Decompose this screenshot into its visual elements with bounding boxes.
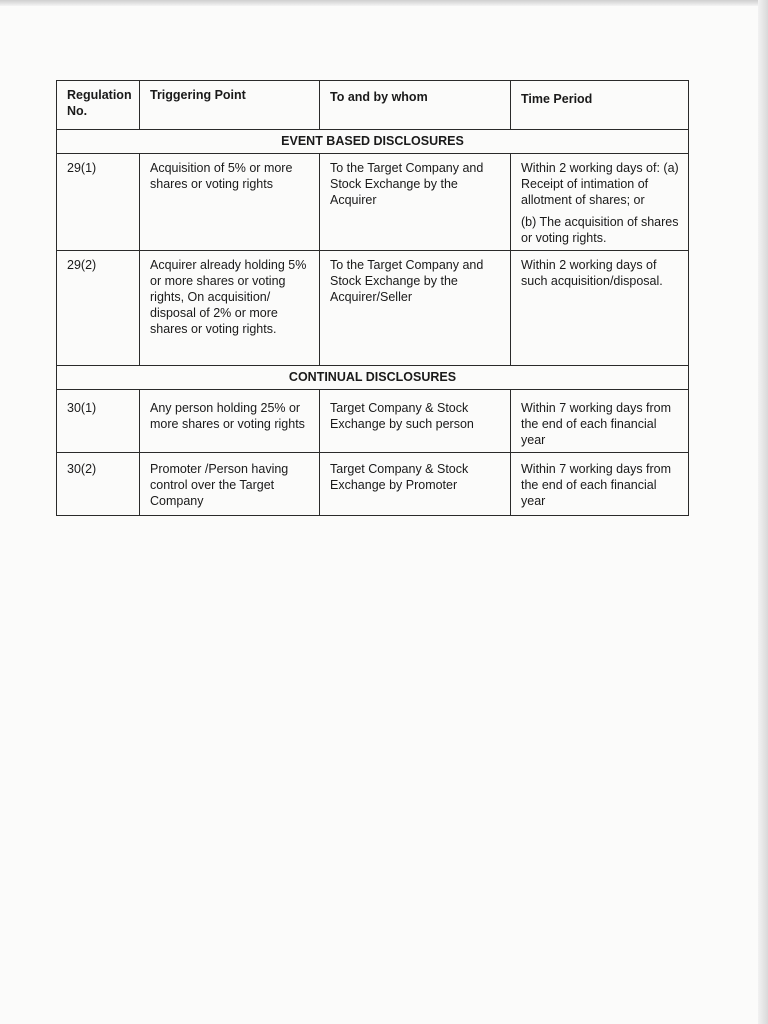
table-row xyxy=(57,251,689,366)
cell-time: Within 2 working days of such acquisition/disposal. xyxy=(511,251,689,366)
cell-triggering: Any person holding 25% or more shares or voting rights xyxy=(140,390,320,453)
table-row xyxy=(57,453,689,516)
cell-triggering: Acquisition of 5% or more shares or voting rights xyxy=(140,154,320,251)
header-to-and-by-whom: To and by whom xyxy=(320,81,511,130)
cell-time: Within 7 working days from the end of each financial year xyxy=(511,453,689,516)
cell-whom: To the Target Company and Stock Exchange by the Acquirer/Seller xyxy=(320,251,511,366)
section-title-event-based: EVENT BASED DISCLOSURES xyxy=(57,130,689,154)
cell-regulation: 29(1) xyxy=(57,154,140,251)
cell-time: Within 7 working days from the end of each financial year xyxy=(511,390,689,453)
cell-regulation: 30(1) xyxy=(57,390,140,453)
disclosure-table xyxy=(56,80,689,516)
cell-whom: To the Target Company and Stock Exchange by the Acquirer xyxy=(320,154,511,251)
header-triggering-point: Triggering Point xyxy=(140,81,320,130)
section-row-continual xyxy=(57,366,689,390)
table-row xyxy=(57,154,689,251)
header-time-period: Time Period xyxy=(511,81,689,130)
cell-whom: Target Company & Stock Exchange by such person xyxy=(320,390,511,453)
table-header-row xyxy=(57,81,689,130)
section-row-event xyxy=(57,130,689,154)
cell-whom: Target Company & Stock Exchange by Promoter xyxy=(320,453,511,516)
cell-regulation: 30(2) xyxy=(57,453,140,516)
cell-triggering: Acquirer already holding 5% or more shares or voting rights, On acquisition/ disposal of 2% or more shares or voting rights. xyxy=(140,251,320,366)
cell-regulation: 29(2) xyxy=(57,251,140,366)
cell-time xyxy=(511,154,689,251)
table-row xyxy=(57,390,689,453)
scan-edge-top xyxy=(0,0,768,6)
cell-time-extra: (b) The acquisition of shares or voting rights. xyxy=(521,215,679,245)
cell-time-text: Within 2 working days of: (a) Receipt of intimation of allotment of shares; or xyxy=(521,161,679,207)
cell-triggering: Promoter /Person having control over the Target Company xyxy=(140,453,320,516)
header-regulation-no: Regulation No. xyxy=(57,81,140,130)
section-title-continual: CONTINUAL DISCLOSURES xyxy=(57,366,689,390)
scan-edge-right xyxy=(758,0,768,1024)
